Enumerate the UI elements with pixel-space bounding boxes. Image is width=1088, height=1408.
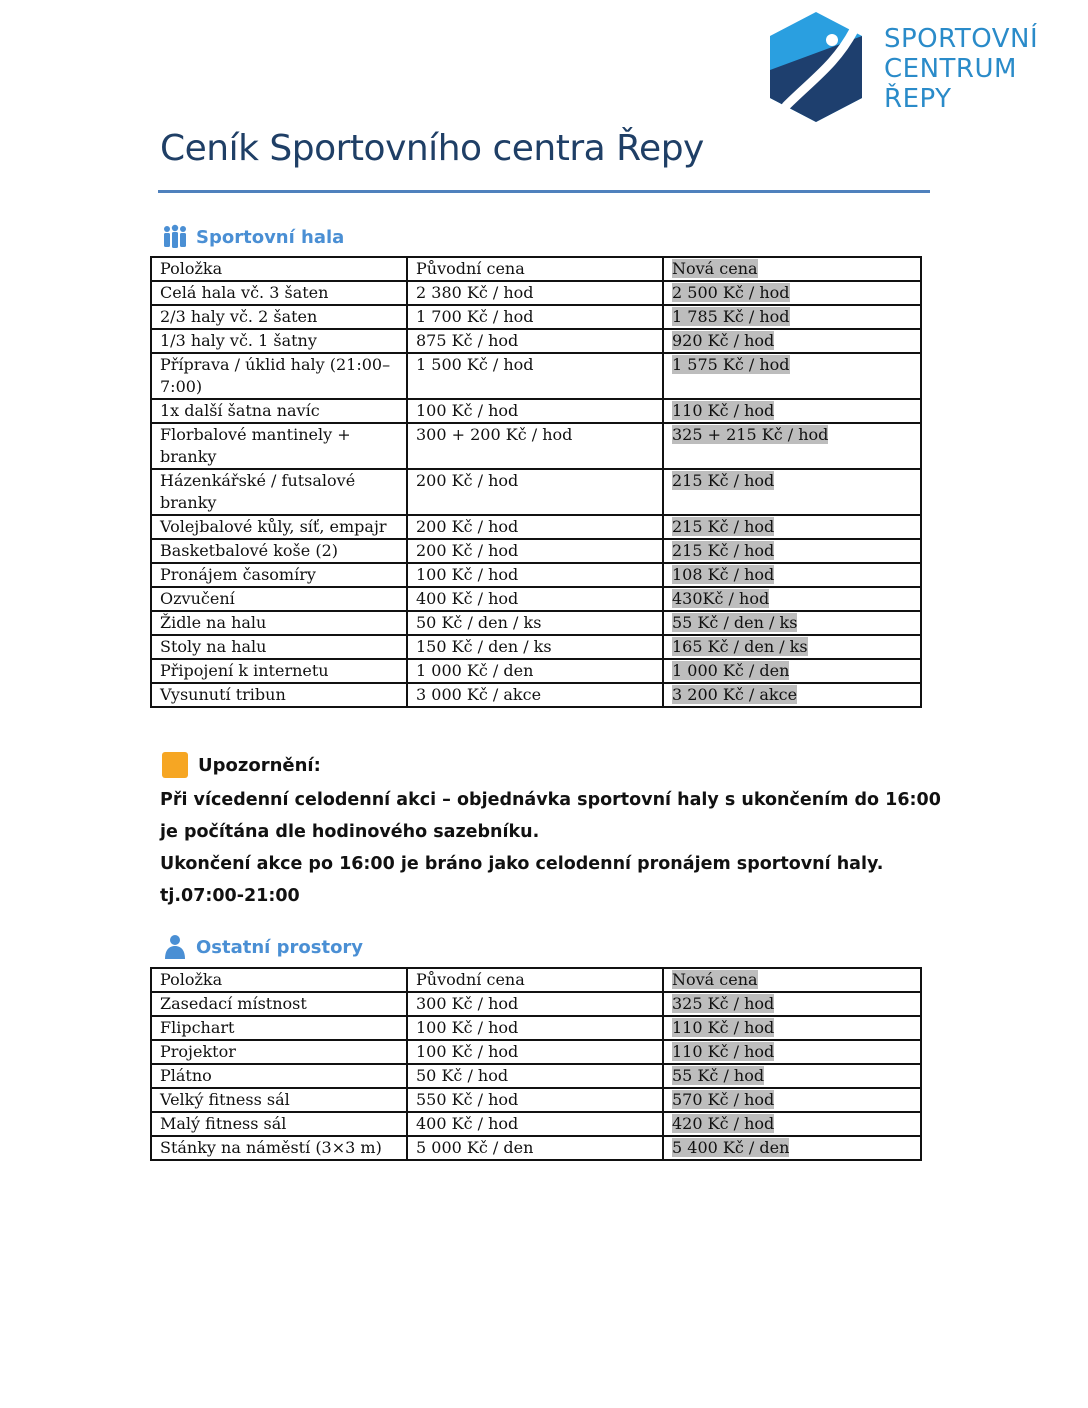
page-title: Ceník Sportovního centra Řepy <box>160 128 704 169</box>
item-cell: Zasedací místnost <box>151 992 407 1016</box>
item-cell: Pronájem časomíry <box>151 563 407 587</box>
table-row <box>151 659 921 683</box>
old-price-cell: 400 Kč / hod <box>407 587 663 611</box>
old-price-cell: 100 Kč / hod <box>407 399 663 423</box>
table-row <box>151 1112 921 1136</box>
old-price-cell: 2 380 Kč / hod <box>407 281 663 305</box>
new-price-value: 110 Kč / hod <box>672 1042 775 1061</box>
old-price-cell: 1 700 Kč / hod <box>407 305 663 329</box>
section-heading-hall-label: Sportovní hala <box>196 226 345 248</box>
old-price-cell: 100 Kč / hod <box>407 1040 663 1064</box>
new-price-cell <box>663 1064 921 1088</box>
item-cell: Vysunutí tribun <box>151 683 407 707</box>
table-header-row <box>151 968 921 992</box>
section-heading-hall <box>162 224 344 250</box>
table-row <box>151 1088 921 1112</box>
new-price-value: 165 Kč / den / ks <box>672 637 808 656</box>
notice-line: Ukončení akce po 16:00 je bráno jako celodenní pronájem sportovní haly. <box>160 854 884 874</box>
new-price-value: 215 Kč / hod <box>672 541 775 560</box>
header-new-price <box>663 257 921 281</box>
table-row <box>151 399 921 423</box>
table-row <box>151 563 921 587</box>
old-price-cell: 1 500 Kč / hod <box>407 353 663 399</box>
notice-line: tj.07:00-21:00 <box>160 886 300 906</box>
old-price-cell: 5 000 Kč / den <box>407 1136 663 1160</box>
header-new-price-label: Nová cena <box>672 259 758 278</box>
new-price-cell <box>663 1112 921 1136</box>
new-price-cell <box>663 563 921 587</box>
people-group-icon <box>162 224 188 250</box>
table-row <box>151 611 921 635</box>
new-price-cell <box>663 1040 921 1064</box>
item-cell: Připojení k internetu <box>151 659 407 683</box>
new-price-value: 215 Kč / hod <box>672 517 775 536</box>
old-price-cell: 200 Kč / hod <box>407 469 663 515</box>
old-price-cell: 200 Kč / hod <box>407 539 663 563</box>
other-price-table <box>150 967 922 1161</box>
old-price-cell: 1 000 Kč / den <box>407 659 663 683</box>
header-new-price <box>663 968 921 992</box>
new-price-cell <box>663 539 921 563</box>
new-price-value: 1 575 Kč / hod <box>672 355 790 374</box>
header-item: Položka <box>151 968 407 992</box>
new-price-cell <box>663 1088 921 1112</box>
item-cell: Příprava / úklid haly (21:00–7:00) <box>151 353 407 399</box>
header-old-price: Původní cena <box>407 968 663 992</box>
table-row <box>151 1040 921 1064</box>
table-row <box>151 587 921 611</box>
table-row <box>151 992 921 1016</box>
title-underline <box>158 190 930 193</box>
new-price-value: 110 Kč / hod <box>672 401 775 420</box>
old-price-cell: 875 Kč / hod <box>407 329 663 353</box>
new-price-cell <box>663 1016 921 1040</box>
new-price-cell <box>663 587 921 611</box>
hall-price-table <box>150 256 922 708</box>
new-price-value: 215 Kč / hod <box>672 471 775 490</box>
new-price-cell <box>663 281 921 305</box>
item-cell: 2/3 haly vč. 2 šaten <box>151 305 407 329</box>
item-cell: Florbalové mantinely + branky <box>151 423 407 469</box>
sportovni-centrum-logo <box>762 10 1052 128</box>
new-price-value: 920 Kč / hod <box>672 331 775 350</box>
notice-heading <box>162 752 321 778</box>
item-cell: Flipchart <box>151 1016 407 1040</box>
table-row <box>151 683 921 707</box>
item-cell: Stánky na náměstí (3×3 m) <box>151 1136 407 1160</box>
new-price-cell <box>663 1136 921 1160</box>
old-price-cell: 3 000 Kč / akce <box>407 683 663 707</box>
logo-text <box>884 24 1038 114</box>
item-cell: Židle na halu <box>151 611 407 635</box>
new-price-value: 430Kč / hod <box>672 589 770 608</box>
notice-line: je počítána dle hodinového sazebníku. <box>160 822 540 842</box>
logo-line-2: CENTRUM <box>884 54 1017 84</box>
item-cell: Volejbalové kůly, síť, empajr <box>151 515 407 539</box>
new-price-cell <box>663 683 921 707</box>
item-cell: 1x další šatna navíc <box>151 399 407 423</box>
new-price-cell <box>663 469 921 515</box>
table-row <box>151 1136 921 1160</box>
new-price-value: 5 400 Kč / den <box>672 1138 790 1157</box>
old-price-cell: 400 Kč / hod <box>407 1112 663 1136</box>
table-row <box>151 635 921 659</box>
new-price-value: 2 500 Kč / hod <box>672 283 790 302</box>
table-header-row <box>151 257 921 281</box>
new-price-cell <box>663 515 921 539</box>
new-price-value: 1 000 Kč / den <box>672 661 790 680</box>
item-cell: Ozvučení <box>151 587 407 611</box>
item-cell: Celá hala vč. 3 šaten <box>151 281 407 305</box>
table-row <box>151 1016 921 1040</box>
table-row <box>151 281 921 305</box>
new-price-value: 325 + 215 Kč / hod <box>672 425 829 444</box>
new-price-cell <box>663 423 921 469</box>
table-row <box>151 305 921 329</box>
new-price-value: 110 Kč / hod <box>672 1018 775 1037</box>
new-price-cell <box>663 635 921 659</box>
new-price-value: 325 Kč / hod <box>672 994 775 1013</box>
old-price-cell: 300 + 200 Kč / hod <box>407 423 663 469</box>
new-price-cell <box>663 329 921 353</box>
old-price-cell: 50 Kč / hod <box>407 1064 663 1088</box>
new-price-cell <box>663 305 921 329</box>
item-cell: Malý fitness sál <box>151 1112 407 1136</box>
item-cell: Stoly na halu <box>151 635 407 659</box>
new-price-value: 3 200 Kč / akce <box>672 685 798 704</box>
old-price-cell: 300 Kč / hod <box>407 992 663 1016</box>
table-row <box>151 515 921 539</box>
header-old-price: Původní cena <box>407 257 663 281</box>
new-price-value: 420 Kč / hod <box>672 1114 775 1133</box>
item-cell: Basketbalové koše (2) <box>151 539 407 563</box>
item-cell: Házenkářské / futsalové branky <box>151 469 407 515</box>
table-row <box>151 353 921 399</box>
header-new-price-label: Nová cena <box>672 970 758 989</box>
new-price-cell <box>663 659 921 683</box>
logo-line-1: SPORTOVNÍ <box>884 24 1039 54</box>
notice-body <box>160 784 940 912</box>
section-heading-other-label: Ostatní prostory <box>196 936 364 958</box>
table-row <box>151 469 921 515</box>
old-price-cell: 100 Kč / hod <box>407 1016 663 1040</box>
new-price-value: 108 Kč / hod <box>672 565 775 584</box>
new-price-cell <box>663 611 921 635</box>
logo-line-3: ŘEPY <box>884 84 952 114</box>
logo-hexagon-icon <box>762 10 872 128</box>
item-cell: Velký fitness sál <box>151 1088 407 1112</box>
table-row <box>151 329 921 353</box>
table-row <box>151 539 921 563</box>
notice-line: Při vícedenní celodenní akci – objednávka sportovní haly s ukončením do 16:00 <box>160 790 941 810</box>
new-price-value: 570 Kč / hod <box>672 1090 775 1109</box>
header-item: Položka <box>151 257 407 281</box>
section-heading-other <box>162 934 363 960</box>
new-price-value: 1 785 Kč / hod <box>672 307 790 326</box>
new-price-value: 55 Kč / den / ks <box>672 613 798 632</box>
item-cell: 1/3 haly vč. 1 šatny <box>151 329 407 353</box>
old-price-cell: 50 Kč / den / ks <box>407 611 663 635</box>
old-price-cell: 550 Kč / hod <box>407 1088 663 1112</box>
warning-square-icon <box>162 752 188 778</box>
old-price-cell: 150 Kč / den / ks <box>407 635 663 659</box>
new-price-cell <box>663 353 921 399</box>
table-row <box>151 423 921 469</box>
notice-heading-label: Upozornění: <box>198 754 321 776</box>
new-price-cell <box>663 992 921 1016</box>
item-cell: Plátno <box>151 1064 407 1088</box>
table-row <box>151 1064 921 1088</box>
item-cell: Projektor <box>151 1040 407 1064</box>
person-icon <box>162 934 188 960</box>
new-price-value: 55 Kč / hod <box>672 1066 765 1085</box>
old-price-cell: 200 Kč / hod <box>407 515 663 539</box>
old-price-cell: 100 Kč / hod <box>407 563 663 587</box>
new-price-cell <box>663 399 921 423</box>
